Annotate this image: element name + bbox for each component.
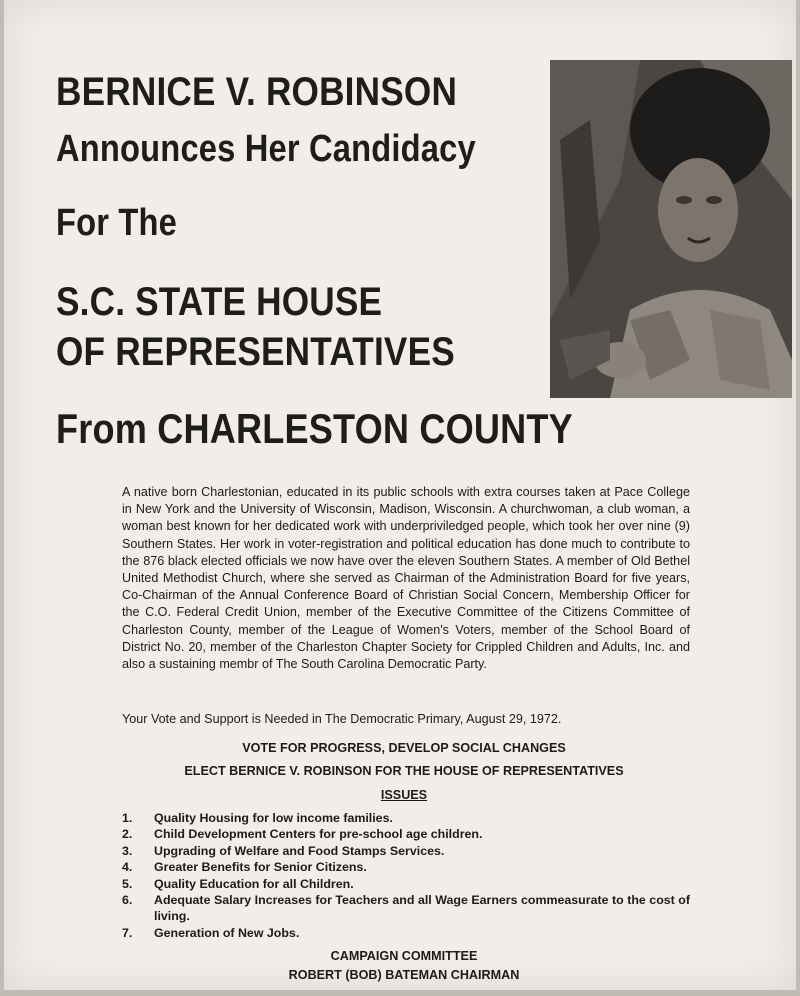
- biography-paragraph: A native born Charlestonian, educated in its public schools with extra courses taken at Pace College in New York and the University of Wisconsin, Madison, Wisconsin. A churchwoman, a club woman, a woman best known for her dedicated work with underpriviledged people, which took her over nine (9) Southern States. Her work in voter-registration and political education has done much to contribute to the 876 black elected officials we now have over the eleven Southern States. A member of Old Bethel United Methodist Church, where she served as Chairman of the Administration Board for five years, Co-Chairman of the Annual Conference Board of Christian Social Concern, Membership Officer for the C.O. Federal Credit Union, member of the Executive Committee of the Citizens Committee of Charleston County, member of the League of Women's Voters, member of the School Board of District No. 20, member of the Charleston Chapter Society for Crippled Children and Adults, Inc. and also a sustaining membr of The South Carolina Democratic Party.: [122, 485, 690, 672]
- flyer-sheet: [4, 0, 796, 990]
- issue-item: [122, 826, 690, 842]
- issues-list: [122, 810, 690, 941]
- support-line: Your Vote and Support is Needed in The Democratic Primary, August 29, 1972.: [122, 712, 562, 726]
- committee-chairman: ROBERT (BOB) BATEMAN CHAIRMAN: [288, 968, 520, 982]
- issue-text: Adequate Salary Increases for Teachers and all Wage Earners commeasurate to the cost of living.: [154, 893, 690, 924]
- district-county: CHARLESTON COUNTY: [157, 405, 573, 452]
- district-prefix: From: [56, 405, 147, 452]
- issue-text: Child Development Centers for pre-school age children.: [154, 827, 483, 842]
- district-line: [56, 405, 573, 452]
- issue-text: Quality Education for all Children.: [154, 876, 354, 891]
- issue-item: [122, 925, 690, 941]
- campaign-committee: CAMPAIGN COMMITTEE: [330, 949, 478, 963]
- issue-number: 7.: [122, 925, 133, 940]
- candidate-photo-illustration: [550, 60, 792, 398]
- issue-item: [122, 810, 690, 826]
- slogan-elect: ELECT BERNICE V. ROBINSON FOR THE HOUSE OF REPRESENTATIVES: [184, 764, 624, 778]
- issues-heading: ISSUES: [380, 788, 428, 802]
- office-line-1: S.C. STATE HOUSE: [56, 280, 383, 324]
- issue-text: Quality Housing for low income families.: [154, 811, 393, 825]
- issue-number: 3.: [122, 843, 133, 858]
- issue-text: Generation of New Jobs.: [154, 925, 300, 940]
- announcement-line: Announces Her Candidacy: [56, 128, 476, 170]
- issue-text: Upgrading of Welfare and Food Stamps Services.: [154, 843, 445, 858]
- office-line-2: OF REPRESENTATIVES: [56, 330, 455, 374]
- issue-item: [122, 859, 690, 875]
- candidate-name: BERNICE V. ROBINSON: [56, 70, 458, 114]
- issue-item: [122, 843, 690, 859]
- issue-number: 1.: [122, 811, 133, 825]
- issue-item: [122, 876, 690, 892]
- candidate-photo: [550, 60, 792, 398]
- slogan-progress: VOTE FOR PROGRESS, DEVELOP SOCIAL CHANGES: [242, 741, 566, 755]
- issue-item: [122, 892, 690, 925]
- issue-number: 5.: [122, 876, 133, 891]
- issue-text: Greater Benefits for Senior Citizens.: [154, 860, 367, 875]
- issue-number: 4.: [122, 860, 133, 875]
- issue-number: 6.: [122, 893, 133, 908]
- issue-number: 2.: [122, 827, 133, 842]
- for-the-line: For The: [56, 202, 178, 244]
